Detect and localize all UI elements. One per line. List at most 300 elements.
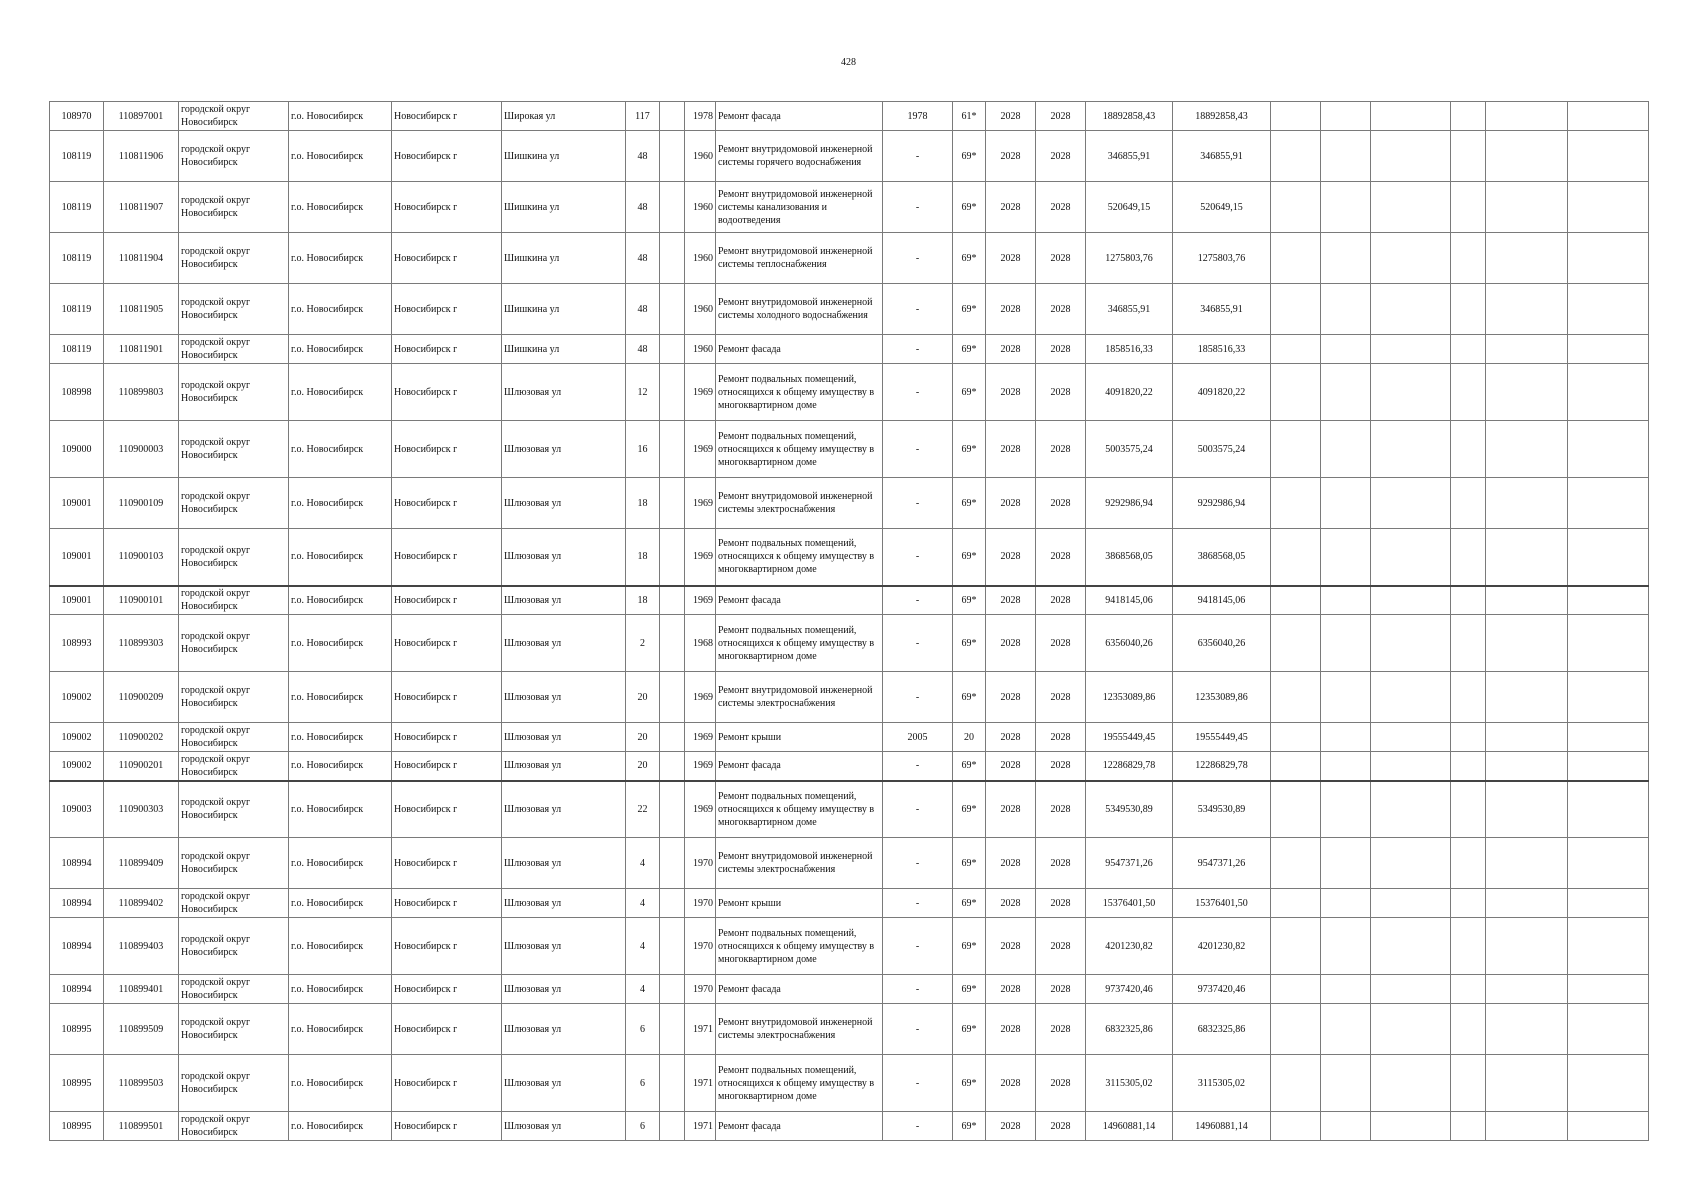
cell-plan-start: 2028 bbox=[986, 284, 1036, 335]
cell-work-type: Ремонт фасада bbox=[716, 1112, 883, 1141]
cell-last-repair: - bbox=[883, 182, 953, 233]
cell-municipality: городской округ Новосибирск bbox=[179, 233, 289, 284]
cell-empty bbox=[1271, 131, 1321, 182]
cell-district: г.о. Новосибирск bbox=[289, 421, 392, 478]
cell-wear: 69* bbox=[953, 1004, 986, 1055]
cell-municipality: городской округ Новосибирск bbox=[179, 1004, 289, 1055]
cell-work-type: Ремонт крыши bbox=[716, 889, 883, 918]
cell-empty bbox=[1371, 752, 1451, 781]
cell-empty bbox=[1486, 586, 1568, 615]
cell-plan-start: 2028 bbox=[986, 102, 1036, 131]
cell-house-number: 4 bbox=[626, 918, 660, 975]
cell-empty bbox=[1568, 478, 1649, 529]
cell-empty bbox=[1486, 1004, 1568, 1055]
cell-street: Шлюзовая ул bbox=[502, 529, 626, 586]
cell-year-built: 1969 bbox=[685, 364, 716, 421]
cell-last-repair: - bbox=[883, 421, 953, 478]
cell-empty bbox=[1451, 102, 1486, 131]
cell-street: Широкая ул bbox=[502, 102, 626, 131]
cell-empty bbox=[1271, 529, 1321, 586]
cell-house-number: 48 bbox=[626, 233, 660, 284]
cell-work-type: Ремонт подвальных помещений, относящихся к общему имуществу в многоквартирном доме bbox=[716, 918, 883, 975]
cell-empty bbox=[1321, 975, 1371, 1004]
cell-total: 5003575,24 bbox=[1173, 421, 1271, 478]
cell-empty bbox=[1371, 102, 1451, 131]
cell-empty bbox=[1568, 284, 1649, 335]
cell-plan-start: 2028 bbox=[986, 1004, 1036, 1055]
cell-wear: 69* bbox=[953, 529, 986, 586]
cell-work-code: 110897001 bbox=[104, 102, 179, 131]
cell-last-repair: - bbox=[883, 615, 953, 672]
cell-empty bbox=[1271, 1055, 1321, 1112]
cell-empty bbox=[1371, 233, 1451, 284]
cell-empty bbox=[1321, 364, 1371, 421]
cell-empty bbox=[1451, 284, 1486, 335]
cell-empty bbox=[1371, 335, 1451, 364]
cell-empty bbox=[1568, 335, 1649, 364]
cell-total: 1275803,76 bbox=[1173, 233, 1271, 284]
cell-empty bbox=[1271, 672, 1321, 723]
cell-empty bbox=[1321, 335, 1371, 364]
cell-work-code: 110899401 bbox=[104, 975, 179, 1004]
cell-cost: 4201230,82 bbox=[1086, 918, 1173, 975]
cell-year-built: 1969 bbox=[685, 723, 716, 752]
cell-empty bbox=[1371, 364, 1451, 421]
cell-empty bbox=[1321, 1055, 1371, 1112]
cell-building bbox=[660, 364, 685, 421]
cell-cost: 346855,91 bbox=[1086, 131, 1173, 182]
cell-empty bbox=[1568, 1004, 1649, 1055]
cell-municipality: городской округ Новосибирск bbox=[179, 284, 289, 335]
cell-empty bbox=[1451, 1112, 1486, 1141]
cell-district: г.о. Новосибирск bbox=[289, 752, 392, 781]
cell-cost: 3868568,05 bbox=[1086, 529, 1173, 586]
cell-district: г.о. Новосибирск bbox=[289, 672, 392, 723]
cell-empty bbox=[1568, 421, 1649, 478]
cell-work-type: Ремонт подвальных помещений, относящихся к общему имуществу в многоквартирном доме bbox=[716, 364, 883, 421]
cell-plan-end: 2028 bbox=[1036, 1004, 1086, 1055]
cell-empty bbox=[1271, 335, 1321, 364]
cell-plan-start: 2028 bbox=[986, 478, 1036, 529]
cell-house-id: 108119 bbox=[50, 131, 104, 182]
cell-empty bbox=[1271, 284, 1321, 335]
cell-empty bbox=[1486, 752, 1568, 781]
cell-work-type: Ремонт подвальных помещений, относящихся к общему имуществу в многоквартирном доме bbox=[716, 529, 883, 586]
cell-city: Новосибирск г bbox=[392, 102, 502, 131]
cell-wear: 69* bbox=[953, 672, 986, 723]
cell-city: Новосибирск г bbox=[392, 781, 502, 838]
cell-empty bbox=[1451, 233, 1486, 284]
cell-street: Шишкина ул bbox=[502, 335, 626, 364]
cell-street: Шлюзовая ул bbox=[502, 1004, 626, 1055]
cell-empty bbox=[1486, 615, 1568, 672]
cell-wear: 69* bbox=[953, 131, 986, 182]
cell-year-built: 1970 bbox=[685, 889, 716, 918]
cell-wear: 20 bbox=[953, 723, 986, 752]
cell-work-code: 110900303 bbox=[104, 781, 179, 838]
table-row bbox=[50, 889, 1649, 918]
cell-house-number: 48 bbox=[626, 182, 660, 233]
cell-house-id: 108994 bbox=[50, 889, 104, 918]
cell-building bbox=[660, 131, 685, 182]
cell-district: г.о. Новосибирск bbox=[289, 615, 392, 672]
cell-house-id: 108119 bbox=[50, 335, 104, 364]
cell-work-code: 110899503 bbox=[104, 1055, 179, 1112]
cell-street: Шлюзовая ул bbox=[502, 364, 626, 421]
cell-empty bbox=[1271, 586, 1321, 615]
cell-street: Шлюзовая ул bbox=[502, 421, 626, 478]
cell-work-type: Ремонт фасада bbox=[716, 586, 883, 615]
cell-city: Новосибирск г bbox=[392, 131, 502, 182]
cell-cost: 4091820,22 bbox=[1086, 364, 1173, 421]
cell-empty bbox=[1486, 131, 1568, 182]
cell-house-id: 108994 bbox=[50, 975, 104, 1004]
cell-cost: 12286829,78 bbox=[1086, 752, 1173, 781]
cell-house-id: 108119 bbox=[50, 233, 104, 284]
cell-house-id: 108995 bbox=[50, 1112, 104, 1141]
cell-empty bbox=[1568, 586, 1649, 615]
cell-house-number: 6 bbox=[626, 1055, 660, 1112]
cell-total: 346855,91 bbox=[1173, 131, 1271, 182]
cell-last-repair: - bbox=[883, 586, 953, 615]
cell-empty bbox=[1321, 182, 1371, 233]
table-row bbox=[50, 975, 1649, 1004]
cell-municipality: городской округ Новосибирск bbox=[179, 182, 289, 233]
cell-wear: 69* bbox=[953, 182, 986, 233]
cell-empty bbox=[1451, 1004, 1486, 1055]
cell-work-code: 110899303 bbox=[104, 615, 179, 672]
cell-building bbox=[660, 182, 685, 233]
cell-empty bbox=[1271, 182, 1321, 233]
cell-building bbox=[660, 335, 685, 364]
cell-total: 6356040,26 bbox=[1173, 615, 1271, 672]
cell-plan-start: 2028 bbox=[986, 131, 1036, 182]
cell-total: 3115305,02 bbox=[1173, 1055, 1271, 1112]
cell-plan-end: 2028 bbox=[1036, 723, 1086, 752]
cell-last-repair: - bbox=[883, 975, 953, 1004]
cell-empty bbox=[1271, 615, 1321, 672]
cell-empty bbox=[1321, 918, 1371, 975]
cell-wear: 69* bbox=[953, 781, 986, 838]
cell-wear: 69* bbox=[953, 918, 986, 975]
cell-empty bbox=[1321, 586, 1371, 615]
cell-empty bbox=[1568, 752, 1649, 781]
cell-total: 9547371,26 bbox=[1173, 838, 1271, 889]
cell-empty bbox=[1271, 889, 1321, 918]
cell-city: Новосибирск г bbox=[392, 615, 502, 672]
cell-cost: 18892858,43 bbox=[1086, 102, 1173, 131]
cell-district: г.о. Новосибирск bbox=[289, 723, 392, 752]
cell-district: г.о. Новосибирск bbox=[289, 1004, 392, 1055]
table-row bbox=[50, 364, 1649, 421]
cell-municipality: городской округ Новосибирск bbox=[179, 672, 289, 723]
cell-empty bbox=[1321, 889, 1371, 918]
cell-empty bbox=[1451, 478, 1486, 529]
cell-empty bbox=[1371, 1112, 1451, 1141]
cell-empty bbox=[1486, 889, 1568, 918]
cell-total: 6832325,86 bbox=[1173, 1004, 1271, 1055]
cell-plan-end: 2028 bbox=[1036, 615, 1086, 672]
cell-city: Новосибирск г bbox=[392, 918, 502, 975]
cell-empty bbox=[1568, 131, 1649, 182]
cell-empty bbox=[1451, 975, 1486, 1004]
cell-building bbox=[660, 529, 685, 586]
cell-empty bbox=[1486, 918, 1568, 975]
cell-building bbox=[660, 1112, 685, 1141]
cell-empty bbox=[1451, 889, 1486, 918]
cell-street: Шишкина ул bbox=[502, 131, 626, 182]
cell-work-code: 110900202 bbox=[104, 723, 179, 752]
cell-plan-end: 2028 bbox=[1036, 1112, 1086, 1141]
cell-plan-end: 2028 bbox=[1036, 284, 1086, 335]
cell-total: 5349530,89 bbox=[1173, 781, 1271, 838]
cell-empty bbox=[1271, 364, 1321, 421]
cell-empty bbox=[1371, 478, 1451, 529]
cell-street: Шлюзовая ул bbox=[502, 975, 626, 1004]
cell-total: 346855,91 bbox=[1173, 284, 1271, 335]
cell-district: г.о. Новосибирск bbox=[289, 529, 392, 586]
cell-building bbox=[660, 723, 685, 752]
cell-work-type: Ремонт фасада bbox=[716, 335, 883, 364]
cell-city: Новосибирск г bbox=[392, 586, 502, 615]
cell-district: г.о. Новосибирск bbox=[289, 975, 392, 1004]
cell-cost: 14960881,14 bbox=[1086, 1112, 1173, 1141]
cell-house-id: 108994 bbox=[50, 918, 104, 975]
cell-city: Новосибирск г bbox=[392, 752, 502, 781]
cell-cost: 5003575,24 bbox=[1086, 421, 1173, 478]
cell-house-number: 48 bbox=[626, 335, 660, 364]
cell-wear: 69* bbox=[953, 421, 986, 478]
cell-plan-start: 2028 bbox=[986, 364, 1036, 421]
cell-plan-end: 2028 bbox=[1036, 889, 1086, 918]
cell-empty bbox=[1321, 529, 1371, 586]
cell-street: Шишкина ул bbox=[502, 233, 626, 284]
cell-building bbox=[660, 781, 685, 838]
cell-plan-end: 2028 bbox=[1036, 838, 1086, 889]
cell-municipality: городской округ Новосибирск bbox=[179, 615, 289, 672]
cell-total: 1858516,33 bbox=[1173, 335, 1271, 364]
cell-empty bbox=[1371, 918, 1451, 975]
cell-empty bbox=[1371, 529, 1451, 586]
cell-house-number: 48 bbox=[626, 131, 660, 182]
cell-empty bbox=[1486, 723, 1568, 752]
cell-last-repair: - bbox=[883, 233, 953, 284]
cell-empty bbox=[1451, 838, 1486, 889]
cell-empty bbox=[1451, 131, 1486, 182]
cell-cost: 1858516,33 bbox=[1086, 335, 1173, 364]
cell-house-number: 4 bbox=[626, 838, 660, 889]
cell-plan-start: 2028 bbox=[986, 975, 1036, 1004]
cell-year-built: 1960 bbox=[685, 182, 716, 233]
cell-work-type: Ремонт фасада bbox=[716, 752, 883, 781]
cell-municipality: городской округ Новосибирск bbox=[179, 335, 289, 364]
cell-work-type: Ремонт подвальных помещений, относящихся к общему имуществу в многоквартирном доме bbox=[716, 781, 883, 838]
cell-empty bbox=[1568, 1055, 1649, 1112]
cell-empty bbox=[1568, 723, 1649, 752]
cell-plan-end: 2028 bbox=[1036, 182, 1086, 233]
cell-empty bbox=[1321, 421, 1371, 478]
cell-work-code: 110899803 bbox=[104, 364, 179, 421]
cell-total: 12286829,78 bbox=[1173, 752, 1271, 781]
cell-last-repair: - bbox=[883, 284, 953, 335]
cell-building bbox=[660, 102, 685, 131]
cell-plan-start: 2028 bbox=[986, 586, 1036, 615]
cell-empty bbox=[1271, 918, 1321, 975]
cell-municipality: городской округ Новосибирск bbox=[179, 975, 289, 1004]
cell-empty bbox=[1568, 233, 1649, 284]
cell-city: Новосибирск г bbox=[392, 1112, 502, 1141]
cell-year-built: 1969 bbox=[685, 586, 716, 615]
cell-plan-end: 2028 bbox=[1036, 918, 1086, 975]
cell-empty bbox=[1321, 752, 1371, 781]
cell-house-number: 48 bbox=[626, 284, 660, 335]
cell-year-built: 1969 bbox=[685, 529, 716, 586]
cell-municipality: городской округ Новосибирск bbox=[179, 364, 289, 421]
cell-municipality: городской округ Новосибирск bbox=[179, 131, 289, 182]
cell-plan-start: 2028 bbox=[986, 781, 1036, 838]
cell-empty bbox=[1451, 529, 1486, 586]
cell-empty bbox=[1271, 421, 1321, 478]
cell-house-number: 20 bbox=[626, 723, 660, 752]
cell-municipality: городской округ Новосибирск bbox=[179, 723, 289, 752]
cell-wear: 69* bbox=[953, 478, 986, 529]
table-row bbox=[50, 781, 1649, 838]
cell-year-built: 1978 bbox=[685, 102, 716, 131]
cell-cost: 3115305,02 bbox=[1086, 1055, 1173, 1112]
cell-plan-end: 2028 bbox=[1036, 233, 1086, 284]
cell-building bbox=[660, 1004, 685, 1055]
cell-house-id: 108998 bbox=[50, 364, 104, 421]
cell-empty bbox=[1486, 1055, 1568, 1112]
cell-building bbox=[660, 889, 685, 918]
cell-empty bbox=[1371, 421, 1451, 478]
cell-city: Новосибирск г bbox=[392, 723, 502, 752]
cell-year-built: 1971 bbox=[685, 1112, 716, 1141]
cell-total: 18892858,43 bbox=[1173, 102, 1271, 131]
cell-street: Шлюзовая ул bbox=[502, 615, 626, 672]
cell-empty bbox=[1371, 723, 1451, 752]
cell-empty bbox=[1321, 102, 1371, 131]
cell-building bbox=[660, 752, 685, 781]
cell-total: 9737420,46 bbox=[1173, 975, 1271, 1004]
cell-work-code: 110900201 bbox=[104, 752, 179, 781]
cell-house-number: 16 bbox=[626, 421, 660, 478]
cell-work-code: 110899403 bbox=[104, 918, 179, 975]
cell-empty bbox=[1451, 723, 1486, 752]
cell-empty bbox=[1321, 1004, 1371, 1055]
cell-total: 9292986,94 bbox=[1173, 478, 1271, 529]
table-row bbox=[50, 1112, 1649, 1141]
table-row bbox=[50, 335, 1649, 364]
cell-city: Новосибирск г bbox=[392, 182, 502, 233]
cell-year-built: 1969 bbox=[685, 421, 716, 478]
cell-house-id: 109002 bbox=[50, 723, 104, 752]
cell-building bbox=[660, 586, 685, 615]
cell-empty bbox=[1271, 781, 1321, 838]
cell-empty bbox=[1568, 182, 1649, 233]
cell-plan-start: 2028 bbox=[986, 672, 1036, 723]
cell-work-code: 110811904 bbox=[104, 233, 179, 284]
cell-empty bbox=[1568, 838, 1649, 889]
cell-district: г.о. Новосибирск bbox=[289, 233, 392, 284]
cell-house-id: 108994 bbox=[50, 838, 104, 889]
cell-plan-start: 2028 bbox=[986, 723, 1036, 752]
cell-year-built: 1971 bbox=[685, 1004, 716, 1055]
cell-plan-start: 2028 bbox=[986, 233, 1036, 284]
cell-wear: 69* bbox=[953, 1112, 986, 1141]
cell-work-code: 110900109 bbox=[104, 478, 179, 529]
cell-work-code: 110811906 bbox=[104, 131, 179, 182]
cell-plan-start: 2028 bbox=[986, 529, 1036, 586]
cell-street: Шлюзовая ул bbox=[502, 918, 626, 975]
cell-house-id: 109002 bbox=[50, 672, 104, 723]
cell-last-repair: - bbox=[883, 752, 953, 781]
cell-cost: 1275803,76 bbox=[1086, 233, 1173, 284]
cell-year-built: 1969 bbox=[685, 781, 716, 838]
cell-house-id: 109001 bbox=[50, 586, 104, 615]
cell-work-type: Ремонт внутридомовой инженерной системы горячего водоснабжения bbox=[716, 131, 883, 182]
cell-work-type: Ремонт внутридомовой инженерной системы теплоснабжения bbox=[716, 233, 883, 284]
cell-house-number: 18 bbox=[626, 529, 660, 586]
cell-city: Новосибирск г bbox=[392, 478, 502, 529]
cell-year-built: 1969 bbox=[685, 672, 716, 723]
cell-work-type: Ремонт внутридомовой инженерной системы электроснабжения bbox=[716, 1004, 883, 1055]
cell-empty bbox=[1371, 838, 1451, 889]
cell-district: г.о. Новосибирск bbox=[289, 131, 392, 182]
table-row bbox=[50, 421, 1649, 478]
cell-last-repair: - bbox=[883, 478, 953, 529]
cell-city: Новосибирск г bbox=[392, 364, 502, 421]
cell-house-id: 108970 bbox=[50, 102, 104, 131]
cell-wear: 69* bbox=[953, 586, 986, 615]
cell-total: 19555449,45 bbox=[1173, 723, 1271, 752]
cell-street: Шлюзовая ул bbox=[502, 838, 626, 889]
cell-last-repair: - bbox=[883, 672, 953, 723]
table-row bbox=[50, 131, 1649, 182]
cell-empty bbox=[1371, 284, 1451, 335]
cell-district: г.о. Новосибирск bbox=[289, 102, 392, 131]
cell-empty bbox=[1271, 723, 1321, 752]
cell-year-built: 1971 bbox=[685, 1055, 716, 1112]
cell-empty bbox=[1321, 672, 1371, 723]
cell-work-code: 110899402 bbox=[104, 889, 179, 918]
cell-last-repair: - bbox=[883, 889, 953, 918]
cell-cost: 9292986,94 bbox=[1086, 478, 1173, 529]
cell-city: Новосибирск г bbox=[392, 1004, 502, 1055]
cell-house-number: 18 bbox=[626, 586, 660, 615]
cell-plan-end: 2028 bbox=[1036, 672, 1086, 723]
cell-municipality: городской округ Новосибирск bbox=[179, 529, 289, 586]
cell-last-repair: 1978 bbox=[883, 102, 953, 131]
cell-street: Шлюзовая ул bbox=[502, 1112, 626, 1141]
cell-district: г.о. Новосибирск bbox=[289, 781, 392, 838]
cell-work-code: 110899409 bbox=[104, 838, 179, 889]
cell-house-number: 117 bbox=[626, 102, 660, 131]
cell-district: г.о. Новосибирск bbox=[289, 918, 392, 975]
cell-plan-end: 2028 bbox=[1036, 781, 1086, 838]
cell-municipality: городской округ Новосибирск bbox=[179, 1112, 289, 1141]
cell-empty bbox=[1321, 284, 1371, 335]
cell-cost: 12353089,86 bbox=[1086, 672, 1173, 723]
cell-city: Новосибирск г bbox=[392, 838, 502, 889]
cell-empty bbox=[1371, 889, 1451, 918]
cell-street: Шишкина ул bbox=[502, 182, 626, 233]
cell-work-type: Ремонт крыши bbox=[716, 723, 883, 752]
cell-house-id: 109000 bbox=[50, 421, 104, 478]
cell-empty bbox=[1486, 672, 1568, 723]
cell-empty bbox=[1451, 1055, 1486, 1112]
cell-total: 4091820,22 bbox=[1173, 364, 1271, 421]
